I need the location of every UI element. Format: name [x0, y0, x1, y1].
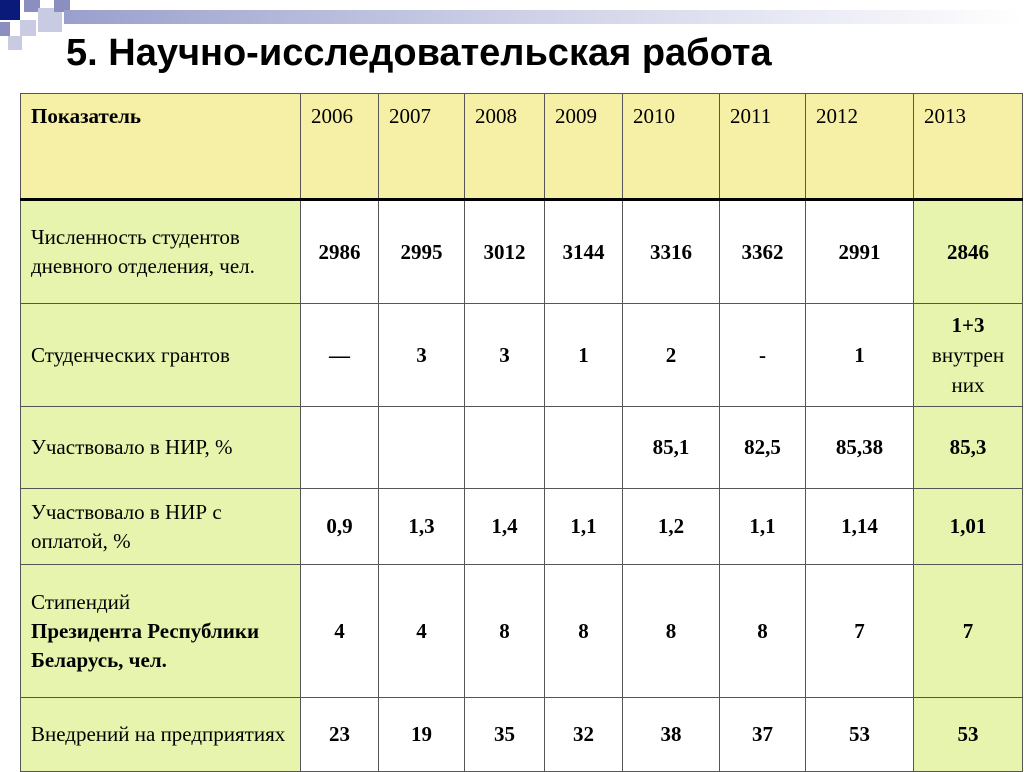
- row-label-text: Стипендий: [31, 589, 131, 614]
- table-cell: 2991: [806, 200, 914, 304]
- table-cell: 2986: [301, 200, 379, 304]
- table-cell: 8: [465, 565, 545, 698]
- table-row: [21, 304, 1023, 407]
- table-cell: 1,1: [545, 489, 623, 565]
- table-cell: 8: [623, 565, 720, 698]
- decor-gradient-bar: [64, 10, 1024, 24]
- header-cell: 2006: [301, 94, 379, 200]
- table-cell: 2995: [379, 200, 465, 304]
- header-cell: 2010: [623, 94, 720, 200]
- table-cell: 53: [914, 698, 1023, 772]
- table-header-row: [21, 94, 1023, 200]
- table-row: [21, 565, 1023, 698]
- row-label-bold-text: Президента Республики Беларусь, чел.: [31, 618, 260, 672]
- table-cell: 85,3: [914, 407, 1023, 489]
- table-cell: 3: [465, 304, 545, 407]
- table-cell: 4: [379, 565, 465, 698]
- header-cell: 2009: [545, 94, 623, 200]
- header-cell: 2011: [720, 94, 806, 200]
- row-label: [21, 565, 301, 698]
- table-cell: —: [301, 304, 379, 407]
- row-label: Студенческих грантов: [21, 304, 301, 407]
- table-cell: 3012: [465, 200, 545, 304]
- table-cell: 1,3: [379, 489, 465, 565]
- table-row: [21, 200, 1023, 304]
- table-cell: 85,38: [806, 407, 914, 489]
- table-cell: [465, 407, 545, 489]
- header-cell: Показатель: [21, 94, 301, 200]
- table-cell: 1,01: [914, 489, 1023, 565]
- decor-square: [0, 22, 10, 36]
- table-row: [21, 489, 1023, 565]
- header-cell: 2008: [465, 94, 545, 200]
- table-cell: 1,14: [806, 489, 914, 565]
- row-label: Участвовало в НИР, %: [21, 407, 301, 489]
- table-cell: 85,1: [623, 407, 720, 489]
- table-cell: 3: [379, 304, 465, 407]
- decor-square: [0, 0, 20, 20]
- table-cell: 1,4: [465, 489, 545, 565]
- table-cell: 37: [720, 698, 806, 772]
- table-cell: 38: [623, 698, 720, 772]
- table-cell: 1: [806, 304, 914, 407]
- table-cell: 4: [301, 565, 379, 698]
- table-cell: [301, 407, 379, 489]
- table-cell: [914, 304, 1023, 407]
- table-cell: 53: [806, 698, 914, 772]
- decor-square: [8, 36, 22, 50]
- table-cell: [379, 407, 465, 489]
- table-cell: 23: [301, 698, 379, 772]
- table-row: [21, 407, 1023, 489]
- row-label: Внедрений на предприятиях: [21, 698, 301, 772]
- row-label: Участвовало в НИР с оплатой, %: [21, 489, 301, 565]
- table-cell: 3144: [545, 200, 623, 304]
- table-cell: 0,9: [301, 489, 379, 565]
- row-label: Численность студентов дневного отделения, чел.: [21, 200, 301, 304]
- header-cell: 2013: [914, 94, 1023, 200]
- table-cell: 7: [914, 565, 1023, 698]
- table-cell: 3316: [623, 200, 720, 304]
- table-cell: 2846: [914, 200, 1023, 304]
- header-cell: 2012: [806, 94, 914, 200]
- table-cell: -: [720, 304, 806, 407]
- table-cell: 82,5: [720, 407, 806, 489]
- table-cell: [545, 407, 623, 489]
- table-cell: 8: [720, 565, 806, 698]
- table-cell: 8: [545, 565, 623, 698]
- page-title: 5. Научно-исследовательская работа: [66, 32, 772, 74]
- table-cell: 1,2: [623, 489, 720, 565]
- table-cell: 35: [465, 698, 545, 772]
- table-cell: 1,1: [720, 489, 806, 565]
- table-cell: 2: [623, 304, 720, 407]
- data-table: [20, 93, 1023, 772]
- decor-square: [20, 20, 36, 36]
- cell-value: 1+3: [951, 313, 985, 337]
- table-cell: 32: [545, 698, 623, 772]
- header-cell: 2007: [379, 94, 465, 200]
- table-cell: 7: [806, 565, 914, 698]
- table-row: [21, 698, 1023, 772]
- table-cell: 3362: [720, 200, 806, 304]
- cell-note: внутрен них: [931, 343, 1005, 397]
- table-cell: 1: [545, 304, 623, 407]
- table-cell: 19: [379, 698, 465, 772]
